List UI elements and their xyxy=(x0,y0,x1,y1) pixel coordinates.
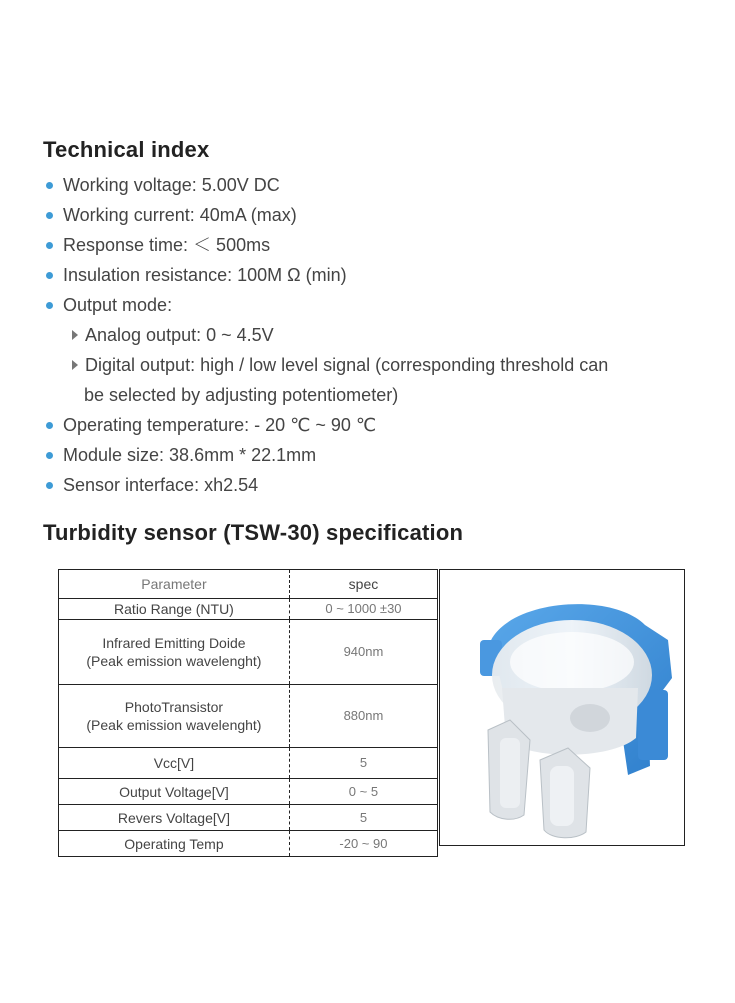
param-cell xyxy=(59,685,290,748)
header-parameter: Parameter xyxy=(59,570,290,599)
table-row xyxy=(59,685,438,748)
table-row xyxy=(59,620,438,685)
turbidity-sensor-image xyxy=(440,570,684,845)
spec-cell: 5 xyxy=(289,748,437,779)
spec-cell: -20 ~ 90 xyxy=(289,831,437,857)
bullet-dot-icon xyxy=(46,242,53,249)
param-line: PhotoTransistor xyxy=(124,699,224,715)
list-item: Module size: 38.6mm * 22.1mm xyxy=(46,440,686,470)
spec-cell: 0 ~ 5 xyxy=(289,779,437,805)
table-row xyxy=(59,748,438,779)
spec-cell: 5 xyxy=(289,805,437,831)
list-item: Operating temperature: - 20 ℃ ~ 90 ℃ xyxy=(46,410,686,440)
table-row xyxy=(59,779,438,805)
spec-cell: 940nm xyxy=(289,620,437,685)
spec-cell: 0 ~ 1000 ±30 xyxy=(289,599,437,620)
bullet-dot-icon xyxy=(46,482,53,489)
header-spec: spec xyxy=(289,570,437,599)
table-header-row xyxy=(59,570,438,599)
list-item: Response time: ＜ 500ms xyxy=(46,230,686,260)
specification-title: Turbidity sensor (TSW-30) specification xyxy=(43,520,464,545)
spec-cell: 880nm xyxy=(289,685,437,748)
list-item: Working current: 40mA (max) xyxy=(46,200,686,230)
triangle-arrow-icon xyxy=(72,360,78,370)
specification-table xyxy=(58,569,438,857)
table-row xyxy=(59,805,438,831)
technical-index-title: Technical index xyxy=(43,137,210,162)
param-line: Infrared Emitting Doide xyxy=(102,635,246,651)
bullet-dot-icon xyxy=(46,302,53,309)
triangle-arrow-icon xyxy=(72,330,78,340)
specification-table-wrap xyxy=(58,569,438,857)
bullet-dot-icon xyxy=(46,272,53,279)
param-line: (Peak emission wavelenght) xyxy=(86,653,262,669)
list-item: Output mode: xyxy=(46,290,686,320)
table-row xyxy=(59,831,438,857)
param-cell: Revers Voltage[V] xyxy=(59,805,290,831)
technical-index-list xyxy=(46,170,686,500)
sub-list-item-continued: be selected by adjusting potentiometer) xyxy=(84,385,399,405)
sensor-photo xyxy=(439,569,685,846)
sub-list-item: Digital output: high / low level signal (corresponding threshold can xyxy=(46,350,686,380)
param-cell: Vcc[V] xyxy=(59,748,290,779)
bullet-dot-icon xyxy=(46,212,53,219)
table-row xyxy=(59,599,438,620)
bullet-dot-icon xyxy=(46,182,53,189)
param-cell: Output Voltage[V] xyxy=(59,779,290,805)
param-cell: Ratio Range (NTU) xyxy=(59,599,290,620)
sub-list-item: Analog output: 0 ~ 4.5V xyxy=(46,320,686,350)
bullet-dot-icon xyxy=(46,452,53,459)
param-cell xyxy=(59,620,290,685)
list-item: Sensor interface: xh2.54 xyxy=(46,470,686,500)
bullet-dot-icon xyxy=(46,422,53,429)
list-item: Insulation resistance: 100M Ω (min) xyxy=(46,260,686,290)
param-cell: Operating Temp xyxy=(59,831,290,857)
list-item: Working voltage: 5.00V DC xyxy=(46,170,686,200)
param-line: (Peak emission wavelenght) xyxy=(86,717,262,733)
